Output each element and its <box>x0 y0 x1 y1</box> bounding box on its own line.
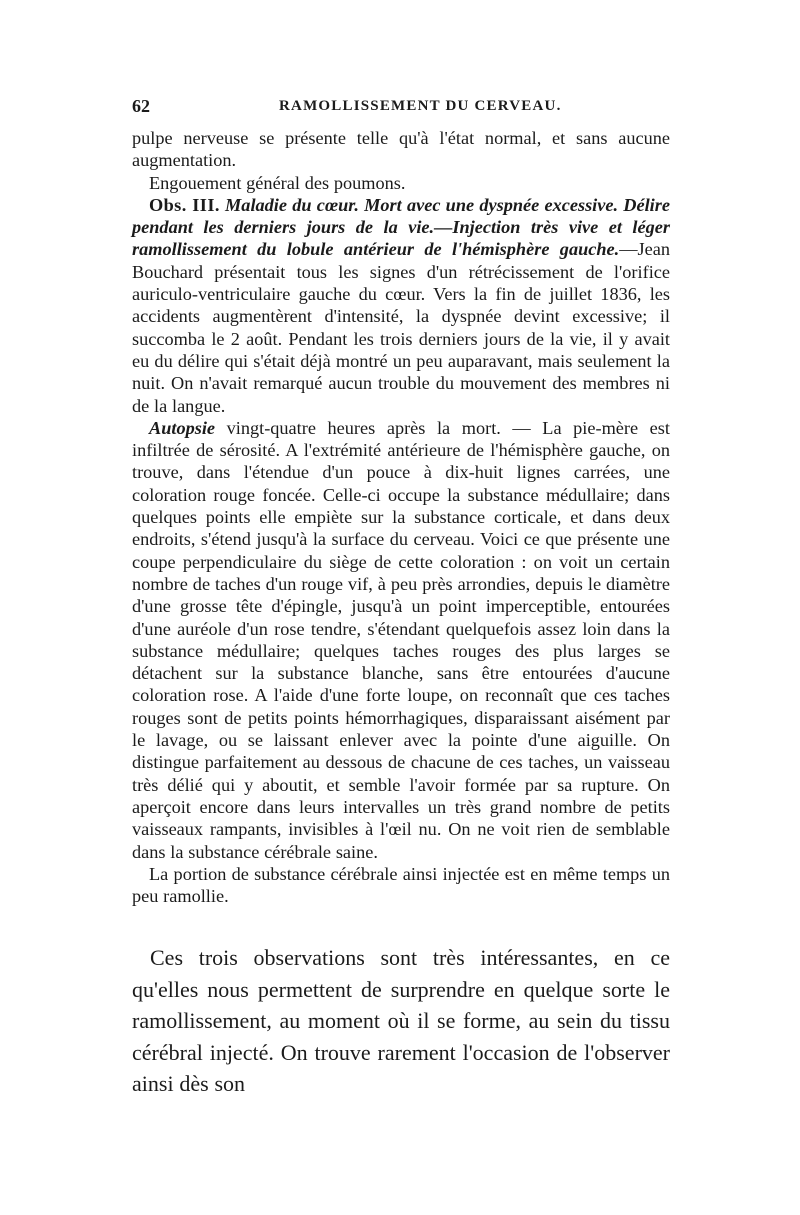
paragraph-autopsy <box>132 417 670 863</box>
observation-label: Obs. III. <box>149 194 220 215</box>
observation-text: —Jean Bouchard présentait tous les signes d'un rétrécissement de l'orifice auriculo-ventriculaire gauche du cœur. Vers la fin de juillet 1836, les accidents augmentèrent d'intensité, la dyspnée devint excessive; il succomba le 2 août. Pendant les trois derniers jours de la vie, il y avait eu du délire qui s'était déjà montré un peu auparavant, mais seulement la nuit. On n'avait remarqué aucun trouble du mouvement des membres ni de la langue. <box>132 239 670 416</box>
large-text <box>132 942 670 1100</box>
paragraph-observation-3 <box>132 194 670 417</box>
paragraph-observations-summary: Ces trois observations sont très intéressantes, en ce qu'elles nous permettent de surprendre en quelque sorte le ramollissement, au moment où il se forme, au sein du tissu cérébral injecté. On trouve rarement l'occasion de l'observer ainsi dès son <box>132 945 670 1096</box>
page-header <box>132 96 670 118</box>
paragraph-pulp: pulpe nerveuse se présente telle qu'à l'état normal, et sans aucune augmentation. <box>132 128 670 171</box>
autopsy-label: Autopsie <box>149 417 216 438</box>
page-number: 62 <box>132 96 150 116</box>
observation-title: Maladie du cœur. Mort avec une dyspnée excessive. Délire pendant les derniers jours de la vie.—Injection très vive et léger ramollissement du lobule antérieur de l'hémisphère gauche. <box>132 194 670 260</box>
paragraph-lungs: Engouement général des poumons. <box>149 172 406 193</box>
autopsy-text: vingt-quatre heures après la mort. — La pie-mère est infiltrée de sérosité. A l'extrémité antérieure de l'hémisphère gauche, on trouve, dans l'étendue d'un pouce à dix-huit lignes carrées, une coloration rouge foncée. Celle-ci occupe la substance médullaire; dans quelques points elle empiète sur la substance corticale, et dans deux endroits, s'étend jusqu'à la surface du cerveau. Voici ce que présente une coupe perpendiculaire du siège de cette coloration : on voit un certain nombre de taches d'un rouge vif, à peu près arrondies, depuis le diamètre d'une grosse tête d'épingle, jusqu'à un point imperceptible, entourées d'une auréole d'un rose tendre, s'étendant quelquefois assez loin dans la substance médullaire; quelques taches rouges des plus larges se détachent sur la substance blanche, sans être entourées d'aucune coloration rose. A l'aide d'une forte loupe, on reconnaît que ces taches rouges sont de petits points hémorrhagiques, disparaissant aisément par le lavage, ou se laissant enlever avec la pointe d'une aiguille. On distingue parfaitement au dessous de chacune de ces taches, un vaisseau très délié qui y aboutit, et semble l'avoir formée par sa rupture. On aperçoit encore dans leurs intervalles un très grand nombre de petits vaisseaux rampants, invisibles à l'œil nu. On ne voit rien de semblable dans la substance cérébrale saine. <box>132 417 670 862</box>
main-text <box>132 127 670 907</box>
paragraph-softening: La portion de substance cérébrale ainsi injectée est en même temps un peu ramollie. <box>132 863 670 907</box>
running-head: RAMOLLISSEMENT DU CERVEAU. <box>279 98 562 114</box>
